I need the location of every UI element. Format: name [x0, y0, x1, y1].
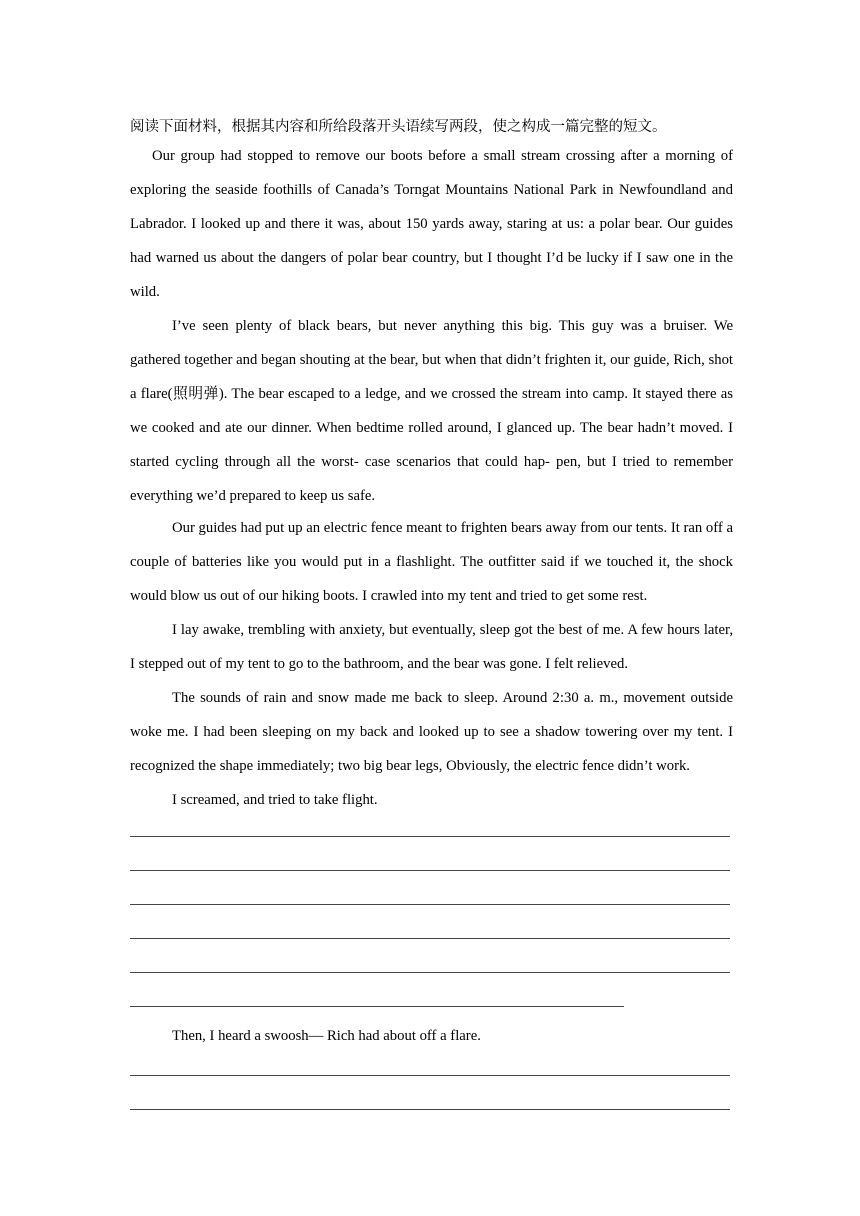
paragraph-text: I lay awake, trembling with anxiety, but eventually, sleep got the best of me. A few hours later, I stepped out of my tent to go to the bathroom, and the bear was gone. I felt relieved.: [130, 622, 733, 672]
paragraph-text: The sounds of rain and snow made me back to sleep. Around 2:30 a. m., movement outside woke me. I had been sleeping on my back and looked up to see a shadow towering over my tent. I recognized the shape immediately; two big bear legs, Obviously, the electric fence didn’t work.: [130, 690, 733, 774]
answer-line[interactable]: [130, 972, 730, 973]
story-paragraph-4: [130, 613, 733, 681]
answer-line[interactable]: [130, 1006, 624, 1007]
answer-line[interactable]: [130, 938, 730, 939]
paragraph-text: Our guides had put up an electric fence meant to frighten bears away from our tents. It ran off a couple of batteries like you would put in a flashlight. The outfitter said if we touched it, the shock would blow us out of our hiking boots. I crawled into my tent and tried to get some rest.: [130, 520, 733, 604]
paragraph-text: I’ve seen plenty of black bears, but never anything this big. This guy was a bruiser. We gathered together and began shouting at the bear, but when that didn’t frighten it, our guide, Rich, shot a flare(照明弹). The bear escaped to a ledge, and we crossed the stream into camp. It stayed there as we cooked and ate our dinner. When bedtime rolled around, I glanced up. The bear hadn’t moved. I started cycling through all the worst- case scenarios that could hap- pen, but I tried to remember everything we’d prepared to keep us safe.: [130, 318, 733, 504]
continuation-opening-2: [130, 1019, 733, 1053]
answer-line[interactable]: [130, 904, 730, 905]
continuation-opening-1: [130, 783, 733, 817]
story-paragraph-5: [130, 681, 733, 783]
paragraph-text: I screamed, and tried to take flight.: [172, 792, 378, 808]
answer-line[interactable]: [130, 1109, 730, 1110]
story-paragraph-2: [130, 309, 733, 513]
answer-line[interactable]: [130, 1075, 730, 1076]
paragraph-text: Then, I heard a swoosh— Rich had about off a flare.: [172, 1028, 481, 1044]
paragraph-text: Our group had stopped to remove our boots before a small stream crossing after a morning of exploring the seaside foothills of Canada’s Torngat Mountains National Park in Newfoundland and Labrador. I looked up and there it was, about 150 yards away, staring at us: a polar bear. Our guides had warned us about the dangers of polar bear country, but I thought I’d be lucky if I saw one in the wild.: [130, 148, 733, 300]
story-paragraph-3: [130, 511, 733, 613]
answer-line[interactable]: [130, 870, 730, 871]
answer-line[interactable]: [130, 836, 730, 837]
story-paragraph-1: [130, 139, 733, 309]
task-instruction: 阅读下面材料，根据其内容和所给段落开头语续写两段，使之构成一篇完整的短文。: [130, 119, 667, 135]
